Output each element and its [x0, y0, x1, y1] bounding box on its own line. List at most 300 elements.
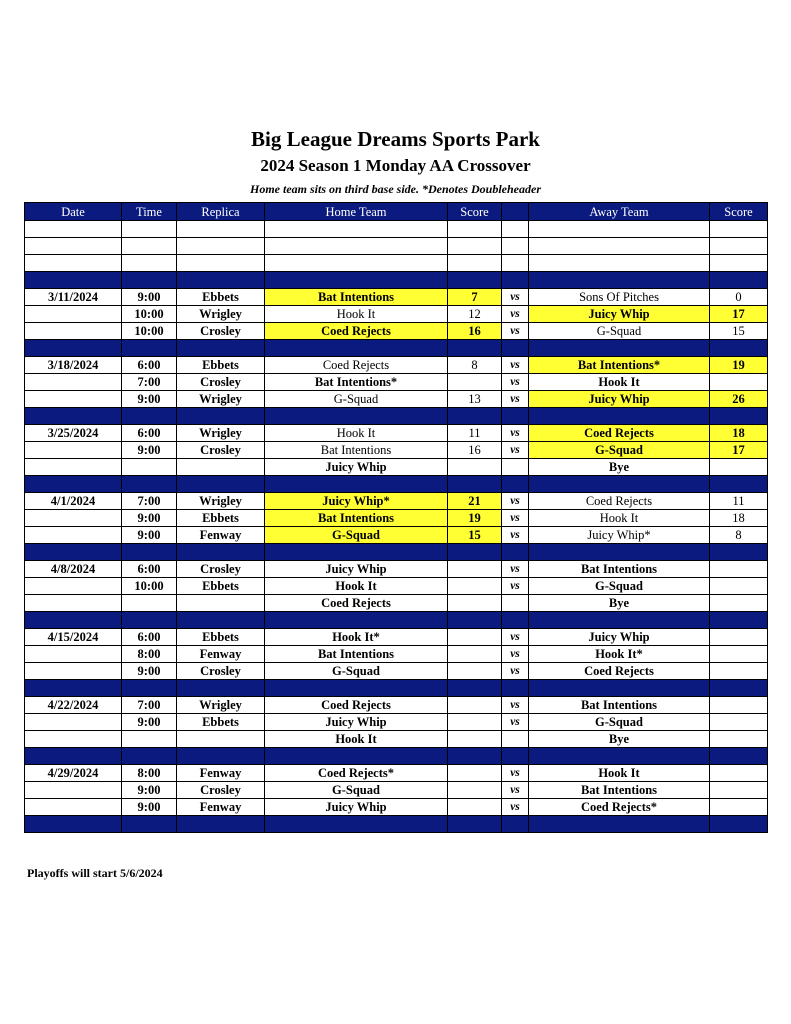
vs-cell: vs	[502, 357, 529, 374]
replica-cell: Ebbets	[177, 714, 265, 731]
separator-cell	[502, 816, 529, 833]
home-score-cell: 19	[448, 510, 502, 527]
vs-cell	[502, 731, 529, 748]
time-cell: 8:00	[122, 646, 177, 663]
blank-cell	[448, 238, 502, 255]
away-team-cell: Coed Rejects*	[529, 799, 710, 816]
vs-cell: vs	[502, 799, 529, 816]
vs-cell: vs	[502, 646, 529, 663]
blank-cell	[529, 221, 710, 238]
replica-cell: Crosley	[177, 374, 265, 391]
blank-cell	[710, 255, 768, 272]
separator-cell	[265, 816, 448, 833]
home-score-cell: 13	[448, 391, 502, 408]
home-score-cell	[448, 697, 502, 714]
date-cell	[25, 799, 122, 816]
table-header-row	[25, 203, 768, 221]
separator-cell	[177, 340, 265, 357]
away-score-cell	[710, 663, 768, 680]
separator-cell	[529, 680, 710, 697]
table-row	[25, 663, 768, 680]
col-home-score: Score	[448, 203, 502, 221]
away-score-cell	[710, 629, 768, 646]
away-score-cell	[710, 697, 768, 714]
separator-cell	[710, 748, 768, 765]
home-score-cell	[448, 663, 502, 680]
home-team-cell: Hook It	[265, 578, 448, 595]
time-cell: 10:00	[122, 323, 177, 340]
date-cell: 3/11/2024	[25, 289, 122, 306]
week-separator	[25, 612, 768, 629]
blank-row	[25, 221, 768, 238]
home-score-cell: 16	[448, 323, 502, 340]
away-score-cell: 17	[710, 442, 768, 459]
separator-cell	[265, 476, 448, 493]
separator-cell	[502, 408, 529, 425]
separator-cell	[448, 544, 502, 561]
separator-cell	[265, 680, 448, 697]
away-score-cell	[710, 595, 768, 612]
separator-cell	[177, 612, 265, 629]
away-score-cell: 15	[710, 323, 768, 340]
separator-cell	[502, 680, 529, 697]
separator-cell	[265, 748, 448, 765]
away-score-cell	[710, 561, 768, 578]
separator-cell	[502, 340, 529, 357]
col-vs	[502, 203, 529, 221]
time-cell: 8:00	[122, 765, 177, 782]
separator-cell	[529, 816, 710, 833]
separator-cell	[177, 544, 265, 561]
separator-cell	[710, 340, 768, 357]
vs-cell: vs	[502, 527, 529, 544]
date-cell	[25, 527, 122, 544]
separator-cell	[710, 408, 768, 425]
table-row	[25, 799, 768, 816]
table-row	[25, 289, 768, 306]
away-team-cell: G-Squad	[529, 578, 710, 595]
blank-cell	[710, 238, 768, 255]
time-cell	[122, 731, 177, 748]
separator-cell	[529, 612, 710, 629]
vs-cell: vs	[502, 374, 529, 391]
away-score-cell: 18	[710, 510, 768, 527]
away-score-cell	[710, 714, 768, 731]
home-score-cell: 16	[448, 442, 502, 459]
replica-cell	[177, 595, 265, 612]
blank-cell	[265, 221, 448, 238]
away-team-cell: Bye	[529, 731, 710, 748]
home-team-cell: Bat Intentions	[265, 442, 448, 459]
blank-cell	[122, 221, 177, 238]
home-team-cell: Coed Rejects	[265, 323, 448, 340]
table-row	[25, 629, 768, 646]
away-team-cell: Hook It	[529, 374, 710, 391]
away-team-cell: Bye	[529, 595, 710, 612]
week-separator	[25, 408, 768, 425]
table-row	[25, 697, 768, 714]
col-away-team: Away Team	[529, 203, 710, 221]
date-cell: 4/8/2024	[25, 561, 122, 578]
vs-cell: vs	[502, 663, 529, 680]
replica-cell: Wrigley	[177, 391, 265, 408]
away-score-cell	[710, 646, 768, 663]
col-date: Date	[25, 203, 122, 221]
table-row	[25, 459, 768, 476]
date-cell	[25, 391, 122, 408]
time-cell: 10:00	[122, 306, 177, 323]
time-cell: 9:00	[122, 714, 177, 731]
time-cell: 7:00	[122, 493, 177, 510]
time-cell: 6:00	[122, 425, 177, 442]
separator-cell	[122, 272, 177, 289]
home-team-cell: G-Squad	[265, 391, 448, 408]
vs-cell: vs	[502, 442, 529, 459]
separator-cell	[177, 408, 265, 425]
separator-cell	[177, 680, 265, 697]
away-score-cell: 26	[710, 391, 768, 408]
date-cell	[25, 646, 122, 663]
home-score-cell	[448, 459, 502, 476]
date-cell	[25, 663, 122, 680]
home-score-cell	[448, 561, 502, 578]
home-score-cell: 11	[448, 425, 502, 442]
home-team-cell: Hook It*	[265, 629, 448, 646]
separator-cell	[502, 544, 529, 561]
week-separator	[25, 748, 768, 765]
vs-cell: vs	[502, 714, 529, 731]
table-row	[25, 714, 768, 731]
replica-cell	[177, 731, 265, 748]
date-cell: 4/29/2024	[25, 765, 122, 782]
home-score-cell	[448, 595, 502, 612]
home-team-cell: Bat Intentions	[265, 646, 448, 663]
separator-cell	[502, 476, 529, 493]
table-row	[25, 595, 768, 612]
home-team-cell: Juicy Whip	[265, 714, 448, 731]
home-team-cell: Juicy Whip	[265, 459, 448, 476]
date-cell	[25, 578, 122, 595]
away-team-cell: Bat Intentions	[529, 782, 710, 799]
away-score-cell	[710, 459, 768, 476]
separator-cell	[448, 748, 502, 765]
separator-cell	[25, 476, 122, 493]
vs-cell: vs	[502, 425, 529, 442]
separator-cell	[710, 476, 768, 493]
home-score-cell	[448, 578, 502, 595]
time-cell: 6:00	[122, 357, 177, 374]
week-separator	[25, 340, 768, 357]
separator-cell	[122, 680, 177, 697]
vs-cell	[502, 459, 529, 476]
replica-cell: Wrigley	[177, 425, 265, 442]
vs-cell: vs	[502, 765, 529, 782]
separator-cell	[448, 476, 502, 493]
table-row	[25, 323, 768, 340]
away-score-cell: 0	[710, 289, 768, 306]
away-team-cell: Coed Rejects	[529, 663, 710, 680]
home-team-cell: Hook It	[265, 731, 448, 748]
home-team-cell: Coed Rejects	[265, 595, 448, 612]
blank-cell	[122, 255, 177, 272]
separator-cell	[177, 476, 265, 493]
away-score-cell: 19	[710, 357, 768, 374]
vs-cell: vs	[502, 510, 529, 527]
separator-cell	[265, 408, 448, 425]
vs-cell: vs	[502, 323, 529, 340]
separator-cell	[25, 272, 122, 289]
away-score-cell	[710, 765, 768, 782]
time-cell: 7:00	[122, 697, 177, 714]
home-team-cell: Coed Rejects*	[265, 765, 448, 782]
table-row	[25, 510, 768, 527]
separator-cell	[710, 612, 768, 629]
replica-cell: Ebbets	[177, 629, 265, 646]
separator-cell	[448, 612, 502, 629]
replica-cell: Wrigley	[177, 493, 265, 510]
replica-cell	[177, 459, 265, 476]
away-score-cell	[710, 731, 768, 748]
vs-cell: vs	[502, 289, 529, 306]
away-team-cell: Coed Rejects	[529, 493, 710, 510]
week-separator	[25, 816, 768, 833]
playoffs-note: Playoffs will start 5/6/2024	[27, 866, 163, 880]
col-home-team: Home Team	[265, 203, 448, 221]
replica-cell: Fenway	[177, 646, 265, 663]
away-team-cell: G-Squad	[529, 442, 710, 459]
home-team-cell: Hook It	[265, 425, 448, 442]
home-team-cell: G-Squad	[265, 527, 448, 544]
separator-cell	[122, 748, 177, 765]
home-team-cell: Juicy Whip	[265, 799, 448, 816]
separator-cell	[25, 680, 122, 697]
away-score-cell	[710, 578, 768, 595]
home-team-cell: Coed Rejects	[265, 357, 448, 374]
table-row	[25, 425, 768, 442]
vs-cell: vs	[502, 578, 529, 595]
date-cell	[25, 782, 122, 799]
replica-cell: Crosley	[177, 561, 265, 578]
separator-cell	[25, 816, 122, 833]
vs-cell: vs	[502, 561, 529, 578]
separator-cell	[25, 748, 122, 765]
away-team-cell: Bat Intentions	[529, 697, 710, 714]
date-cell	[25, 323, 122, 340]
blank-cell	[177, 255, 265, 272]
schedule-note: Home team sits on third base side. *Denotes Doubleheader	[250, 182, 541, 196]
time-cell: 9:00	[122, 391, 177, 408]
time-cell: 9:00	[122, 527, 177, 544]
separator-cell	[448, 816, 502, 833]
separator-cell	[122, 408, 177, 425]
separator-cell	[529, 748, 710, 765]
separator-cell	[265, 272, 448, 289]
table-row	[25, 442, 768, 459]
blank-cell	[448, 221, 502, 238]
vs-cell: vs	[502, 391, 529, 408]
col-time: Time	[122, 203, 177, 221]
away-team-cell: Juicy Whip	[529, 629, 710, 646]
separator-cell	[448, 272, 502, 289]
blank-cell	[177, 238, 265, 255]
blank-cell	[448, 255, 502, 272]
away-team-cell: Coed Rejects	[529, 425, 710, 442]
table-row	[25, 578, 768, 595]
home-team-cell: Juicy Whip*	[265, 493, 448, 510]
time-cell	[122, 595, 177, 612]
vs-cell: vs	[502, 697, 529, 714]
home-score-cell	[448, 799, 502, 816]
away-score-cell: 11	[710, 493, 768, 510]
table-row	[25, 561, 768, 578]
away-score-cell	[710, 799, 768, 816]
time-cell: 9:00	[122, 510, 177, 527]
time-cell: 9:00	[122, 289, 177, 306]
separator-cell	[265, 544, 448, 561]
away-score-cell: 8	[710, 527, 768, 544]
replica-cell: Ebbets	[177, 578, 265, 595]
vs-cell: vs	[502, 493, 529, 510]
table-row	[25, 391, 768, 408]
page-title: Big League Dreams Sports Park	[251, 127, 540, 151]
away-team-cell: G-Squad	[529, 714, 710, 731]
home-score-cell	[448, 374, 502, 391]
table-row	[25, 527, 768, 544]
date-cell: 4/1/2024	[25, 493, 122, 510]
table-row	[25, 493, 768, 510]
separator-cell	[710, 680, 768, 697]
home-score-cell	[448, 714, 502, 731]
separator-cell	[177, 272, 265, 289]
vs-cell: vs	[502, 782, 529, 799]
time-cell: 9:00	[122, 799, 177, 816]
date-cell	[25, 306, 122, 323]
page-subtitle: 2024 Season 1 Monday AA Crossover	[260, 156, 531, 175]
home-team-cell: G-Squad	[265, 663, 448, 680]
separator-cell	[25, 544, 122, 561]
week-separator	[25, 272, 768, 289]
table-row	[25, 306, 768, 323]
home-team-cell: G-Squad	[265, 782, 448, 799]
blank-cell	[25, 238, 122, 255]
blank-cell	[265, 255, 448, 272]
table-row	[25, 765, 768, 782]
replica-cell: Wrigley	[177, 697, 265, 714]
away-team-cell: Juicy Whip*	[529, 527, 710, 544]
separator-cell	[502, 272, 529, 289]
replica-cell: Crosley	[177, 782, 265, 799]
away-team-cell: Hook It	[529, 510, 710, 527]
week-separator	[25, 680, 768, 697]
date-cell: 3/18/2024	[25, 357, 122, 374]
col-replica: Replica	[177, 203, 265, 221]
replica-cell: Fenway	[177, 799, 265, 816]
separator-cell	[265, 612, 448, 629]
blank-cell	[265, 238, 448, 255]
blank-cell	[529, 238, 710, 255]
blank-cell	[177, 221, 265, 238]
date-cell	[25, 595, 122, 612]
home-team-cell: Hook It	[265, 306, 448, 323]
schedule-table	[24, 202, 768, 833]
time-cell: 6:00	[122, 561, 177, 578]
week-separator	[25, 476, 768, 493]
week-separator	[25, 544, 768, 561]
separator-cell	[25, 340, 122, 357]
away-team-cell: Bye	[529, 459, 710, 476]
separator-cell	[529, 476, 710, 493]
home-team-cell: Juicy Whip	[265, 561, 448, 578]
home-team-cell: Bat Intentions	[265, 289, 448, 306]
home-score-cell	[448, 629, 502, 646]
col-away-score: Score	[710, 203, 768, 221]
replica-cell: Fenway	[177, 527, 265, 544]
home-score-cell: 12	[448, 306, 502, 323]
time-cell: 7:00	[122, 374, 177, 391]
separator-cell	[177, 748, 265, 765]
blank-cell	[502, 255, 529, 272]
away-score-cell: 17	[710, 306, 768, 323]
separator-cell	[25, 612, 122, 629]
date-cell: 4/15/2024	[25, 629, 122, 646]
home-score-cell: 21	[448, 493, 502, 510]
replica-cell: Crosley	[177, 323, 265, 340]
blank-cell	[25, 255, 122, 272]
separator-cell	[710, 272, 768, 289]
home-score-cell: 15	[448, 527, 502, 544]
replica-cell: Crosley	[177, 442, 265, 459]
date-cell	[25, 374, 122, 391]
table-row	[25, 646, 768, 663]
blank-row	[25, 238, 768, 255]
away-team-cell: Juicy Whip	[529, 306, 710, 323]
away-team-cell: Sons Of Pitches	[529, 289, 710, 306]
separator-cell	[529, 544, 710, 561]
blank-cell	[502, 221, 529, 238]
date-cell: 3/25/2024	[25, 425, 122, 442]
date-cell	[25, 731, 122, 748]
away-team-cell: Bat Intentions*	[529, 357, 710, 374]
vs-cell	[502, 595, 529, 612]
away-team-cell: Hook It	[529, 765, 710, 782]
date-cell	[25, 510, 122, 527]
away-team-cell: Hook It*	[529, 646, 710, 663]
separator-cell	[448, 680, 502, 697]
away-team-cell: G-Squad	[529, 323, 710, 340]
vs-cell: vs	[502, 629, 529, 646]
home-team-cell: Bat Intentions	[265, 510, 448, 527]
date-cell	[25, 714, 122, 731]
blank-cell	[710, 221, 768, 238]
time-cell: 9:00	[122, 663, 177, 680]
date-cell	[25, 442, 122, 459]
time-cell: 6:00	[122, 629, 177, 646]
replica-cell: Ebbets	[177, 289, 265, 306]
home-score-cell	[448, 646, 502, 663]
separator-cell	[122, 612, 177, 629]
time-cell: 9:00	[122, 442, 177, 459]
separator-cell	[122, 476, 177, 493]
replica-cell: Ebbets	[177, 510, 265, 527]
table-row	[25, 731, 768, 748]
separator-cell	[265, 340, 448, 357]
away-score-cell	[710, 374, 768, 391]
replica-cell: Ebbets	[177, 357, 265, 374]
time-cell: 9:00	[122, 782, 177, 799]
separator-cell	[529, 272, 710, 289]
separator-cell	[448, 408, 502, 425]
separator-cell	[177, 816, 265, 833]
